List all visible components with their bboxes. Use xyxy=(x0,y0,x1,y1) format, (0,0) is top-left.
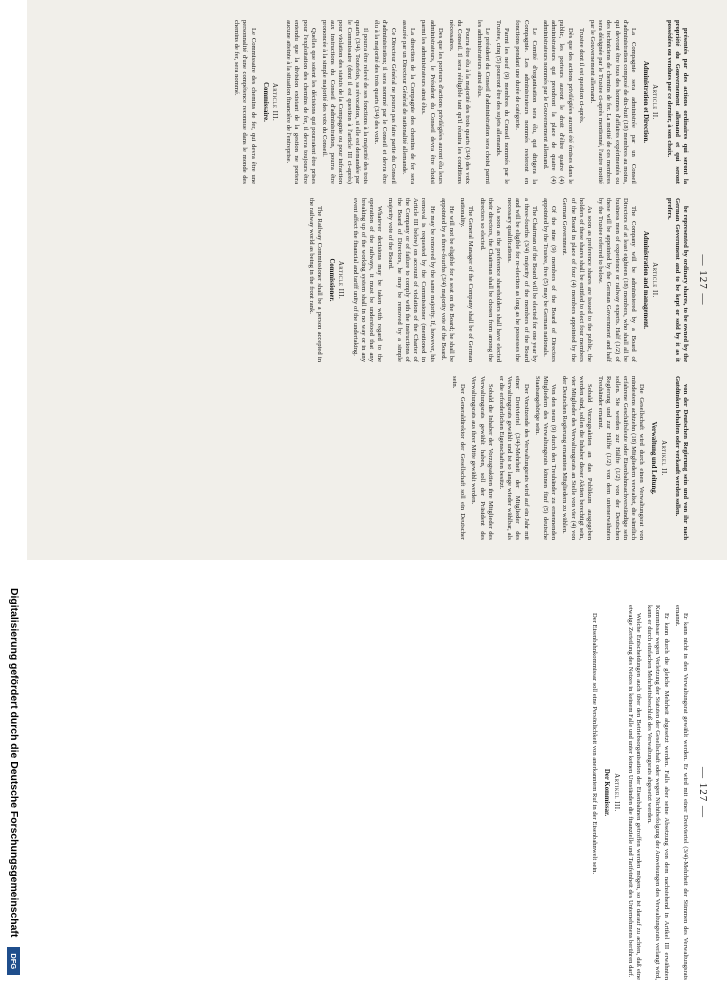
english-column xyxy=(229,198,689,362)
dfg-logo-icon: DFG xyxy=(7,947,20,975)
german-lower-paragraph: Welche Entscheidungen auch über den Betriebsorganisation der Eisenbahnen getroffen werden mögen, so ist darauf zu achten, daß eine etwaige Zerteilung des Netzes in keinem Falle und unter keinen Umständen die finanzielle und Tarifeinheit des Unternehmens berühren darf. xyxy=(626,605,642,980)
german-lower-column xyxy=(587,605,689,980)
german-paragraph: Die Gesellschaft wird durch einen Verwaltungsrat von mindestens achtzehn (18) Mitgliedern verwaltet, die sämtlich erfahrene Geschäftsleute oder Eisenbahnsachverständige sein sollen. Sie werden zur Hälfte (1/2) von der Deutschen Regierung und zur Hälfte (1/2) von dem untenerwähnten Treuhänder ernannt. xyxy=(597,376,646,540)
footer-credit-text: Digitalisierung gefördert durch die Deutsche Forschungsgemeinschaft xyxy=(8,588,19,938)
english-article-title: Article II. xyxy=(651,262,659,298)
french-paragraph: Ce Directeur Général ne pourra pas faire partie du Conseil d'administration; il sera nommé par le Conseil et devra être élu à la majorité des trois quarts (3/4) des voix. xyxy=(373,20,397,184)
german-lower-article3-text: Der Eisenbahnkommissar soll eine Persönlichkeit von anerkanntem Ruf in der Eisenbahnwelt sein. xyxy=(591,613,599,875)
french-article3-subtitle: Commissaire. xyxy=(261,82,269,122)
german-paragraph: Sobald Vorzugsaktien an das Publikum ausgegeben werden sind, sollen die Inhaber dieser Aktien berechtigt sein, vier Mitglieder des Verwaltungsrats an Stelle von vier (4) von der Deutschen Regierung ernannten Mitgliedern zu wählen. xyxy=(561,376,593,540)
english-lead: be represented by ordinary shares, to be owned by the German Government and to be kept or sold by it as it prefers. xyxy=(665,198,689,362)
page-number-lower: — 127 — xyxy=(697,767,709,818)
french-paragraph: La Compagnie sera administrée par un Conseil d'administration composé de dix-huit (18) membres au moins, qui devront être tous des hommes d'affaires expérimentés ou des techniciens de chemins de fer. La moitié de ces membres sera désignée par le Trustee ci-après mentionné, l'autre moitié par le Gouvernement allemand. xyxy=(588,20,637,184)
german-paragraph: Der Vorsitzende des Verwaltungsrats wird auf ein Jahr mit einer Dreiviertel (3/4)-Mehrheit der Mitglieder des Verwaltungsrats gewählt und ist so lange wieder wählbar, als er die erforderlichen Eigenschaften besitzt. xyxy=(497,376,530,540)
page-number: — 127 — xyxy=(697,254,709,306)
french-article3-text: Le Commissaire des chemins de fer, qui devra être une personnalité d'une compétence reconnue dans le monde des chemins de fer, sera nommé. xyxy=(233,20,257,184)
french-paragraph: Le Comité d'organisation sera élu, qui dirigera la Compagnie. Les administrateurs nommés resteront en fonctions pendant une durée de catégorie. xyxy=(514,20,538,184)
german-paragraph: Sobald die Inhaber der Vorzugsaktien ihre Mitglieder des Verwaltungsrats gewählt haben, soll der Präsident des Verwaltungsrats aus ihrer Mitte gewählt werden. xyxy=(470,376,494,540)
english-paragraph: He may be removed by the same majority. If, however, his removal is requested by the Commissioner (mentioned in Article III below) on account of violation of the Charter of the Company or of failure to comply with the instructions of the Board of Directors, he may be removed by a simple majority vote of the Board. xyxy=(387,198,436,362)
english-paragraph: As soon as the preference shareholders shall have elected their directors, the Chairman shall be chosen from among the directors so elected. xyxy=(478,198,502,362)
english-paragraph: As soon as preference shares are issued to the public, the holders of these shares shall be entitled to elect four members of the Board in place of four (4) members appointed by the German Government. xyxy=(561,198,593,362)
german-lower-article3-title: Artikel III. xyxy=(612,773,620,812)
french-paragraph: Quelles que soient les décisions qui pourraient être prises pour l'exploitation des chemins de fer, il devra toujours être entendu que la division existant de la gestion ne portera aucune atteinte à la situation financière de l'entreprise. xyxy=(285,20,317,184)
german-article-subtitle: Verwaltung und Leitung. xyxy=(650,421,658,495)
german-article-title: Artikel II. xyxy=(659,440,667,476)
french-column xyxy=(229,20,689,184)
english-article3-subtitle: Commissioner. xyxy=(328,258,336,302)
english-paragraph: Of the nine (9) members of the Board of Directors appointed by the Trustee, five (5) may be German nationals. xyxy=(541,198,558,362)
english-article3-title: Article III. xyxy=(337,260,345,300)
three-language-columns xyxy=(229,20,689,540)
german-lower-article3-subtitle: Der Kommissar. xyxy=(603,768,611,817)
lower-page-half xyxy=(0,585,727,1000)
english-paragraph: The Chairman of the Board will be elected for one year by a three-fourths (3/4) majority of the members of the Board and will be eligible for re-election as long as he possesses the necessary qualifications. xyxy=(506,198,538,362)
english-article3-text: The Railway Commissioner shall be a person accepted in the railway world as being in the front rank. xyxy=(307,198,324,362)
digitization-footer xyxy=(0,0,27,1000)
german-lead: von der Deutschen Regierung sein und von ihr nach Gutdünken behalten oder verkauft werden sollen. xyxy=(673,376,689,540)
english-paragraph: Whatever decisions may be taken with regard to the operation of the railways, it must be understood that any breaking up of the working system shall in no way or in any event affect the financial and tariff unity of the undertaking. xyxy=(351,198,384,362)
french-paragraph: Le président du Conseil d'administration sera choisi parmi les administrateurs ainsi élus. xyxy=(475,20,491,184)
german-paragraph: Von den neun (9) durch den Treuhänder zu ernennenden Mitgliedern des Verwaltungsrats können fünf (5) deutsche Staatsangehörige sein. xyxy=(533,376,558,540)
german-lower-paragraph: Er kann nicht in den Verwaltungsrat gewählt werden. Er wird mit einer Dreiviertel (3/4)-Mehrheit der Stimmen des Verwaltungsrats ernannt. xyxy=(673,605,689,980)
german-continuation xyxy=(587,605,689,980)
english-paragraph: The General Manager of the Company shall be of German nationality. xyxy=(459,198,475,362)
french-paragraph: Il pourra être relevé de ses fonctions à la majorité des trois quarts (3/4). Toutefois, sa révocation, si elle est demandée par le Commissaire (dont il est question à l'article III ci-après) pour violation des statuts de la Compagnie ou pour infraction aux instructions du Conseil d'administration, pourra être prononcée à la simple majorité des voix du Conseil. xyxy=(321,20,370,184)
french-article-title: Article II. xyxy=(651,84,659,120)
french-paragraph: La direction de la Compagnie des chemins de fer sera assurée par un Directeur Général de nationalité allemande. xyxy=(400,20,417,184)
french-lead: présentés par des actions ordinaires qui seront la propriété du Gouvernement allemand et qui seront possédées ou vendues par ce dernier, à son choix. xyxy=(665,20,689,184)
french-paragraph: Pourra être élu à la majorité des trois quarts (3/4) des voix du Conseil. Il sera rééligible tant qu'il réunira les conditions nécessaires. xyxy=(447,20,472,184)
french-paragraph: Parmi les neuf (9) membres du Conseil nommés par le Trustee, cinq (5) pourront être des sujets allemands. xyxy=(494,20,511,184)
page-gutter xyxy=(0,560,727,585)
english-paragraph: The Company will be administered by a Board of Directors of at least eighteen (18) members, who shall all be business men of experience or railway experts. Half (1/2) of these will be appointed by the German Government and half by the Trustee referred to below. xyxy=(597,198,637,362)
german-paragraph: Der Generaldirektor der Gesellschaft soll ein Deutscher sein. xyxy=(450,376,467,540)
english-paragraph: He will not be eligible for a seat on the Board; he shall be appointed by a three-fourths (3/4) majority vote of the Board. xyxy=(439,198,455,362)
german-lower-paragraph: Er kann durch die gleiche Mehrheit abgesetzt werden. Falls aber seine Absetzung von dem nachstehend in Artikel III erwähnten Kommissar wegen Verletzung der Statuten der Gesellschaft oder wegen Nichtbefolgung der Anweisungen des Verwaltungsrats verlangt wird, kann er durch einfachen Mehrheitsbeschluß des Verwaltungsrats abgesetzt werden. xyxy=(646,605,670,980)
english-article-subtitle: Administration and management. xyxy=(642,231,650,329)
french-article3-title: Article III. xyxy=(271,82,279,122)
french-article-subtitle: Administration et Direction. xyxy=(642,61,650,143)
french-paragraph: Dès que des actions privilégiées auront été émises dans le public, les porteurs auront le droit d'élire quatre (4) administrateurs qui prendront la place de quatre (4) administrateurs nommés par le Gouvernement allemand. xyxy=(541,20,574,184)
french-paragraph: Trustee dont il est question ci-après. xyxy=(577,28,585,124)
french-paragraph: Des que les porteurs d'actions privilégiées auront élu leurs administrateurs, le Président du Conseil devra être choisi parmi les administrateurs ainsi élus. xyxy=(420,20,444,184)
german-column xyxy=(229,376,689,540)
